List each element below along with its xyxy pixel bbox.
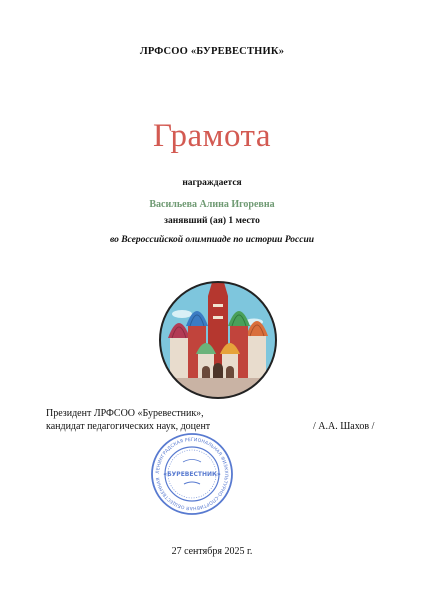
signatory-name: / А.А. Шахов / [313, 421, 375, 432]
organization-header: ЛРФСОО «БУРЕВЕСТНИК» [139, 46, 285, 57]
awarded-text: награждается [182, 178, 242, 188]
place-text: занявший (ая) 1 место [164, 216, 260, 226]
recipient-name: Васильева Алина Игоревна [149, 199, 275, 210]
svg-text:ЛЕНИНГРАДСКАЯ РЕГИОНАЛЬНАЯ ФИЗ: ЛЕНИНГРАДСКАЯ РЕГИОНАЛЬНАЯ ФИЗКУЛЬТУРНО-СПОРТИВНАЯ ОБЩЕСТВЕННАЯ [155, 437, 229, 511]
st-basils-cathedral-icon [158, 256, 278, 402]
certificate-title: Грамота [152, 118, 272, 154]
official-seal-icon [150, 432, 234, 516]
certificate-date: 27 сентября 2025 г. [171, 546, 253, 557]
signatory-position-line1: Президент ЛРФСОО «Буревестник», [46, 408, 204, 419]
stamp-center-text: «БУРЕВЕСТНИК» [163, 471, 221, 478]
signatory-position-line2: кандидат педагогических наук, доцент [46, 421, 211, 432]
olympiad-text: во Всероссийской олимпиаде по истории России [109, 235, 315, 245]
